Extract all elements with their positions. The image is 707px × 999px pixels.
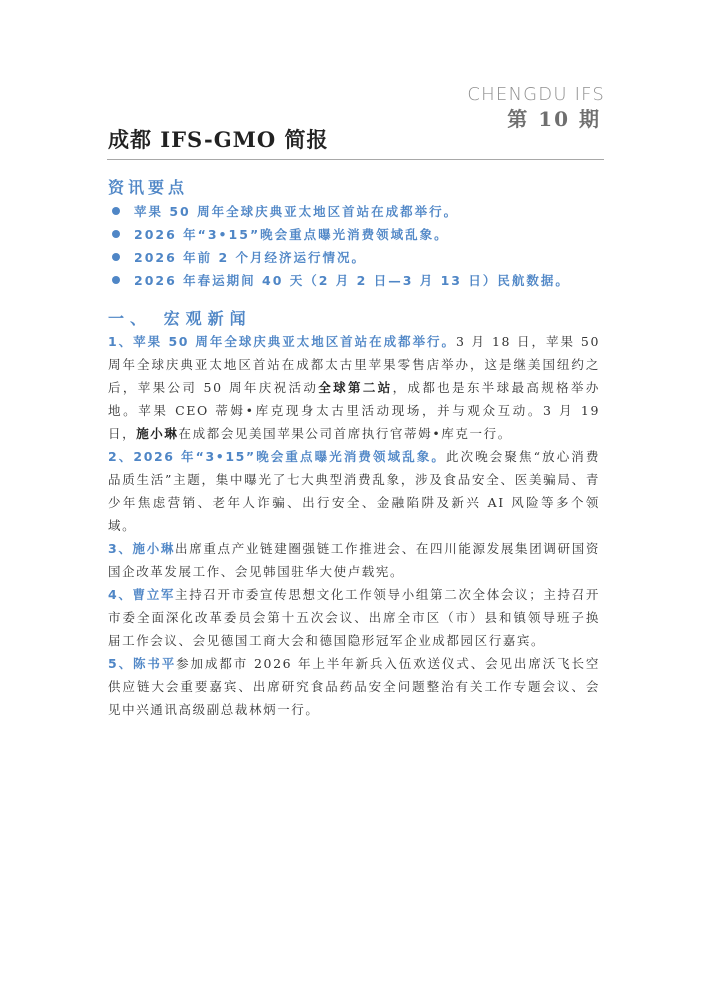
emphasis: 施小琳 [136, 426, 179, 441]
highlight-item: 苹果 50 周年全球庆典亚太地区首站在成都举行。 [112, 199, 570, 222]
news-item: 4、曹立军主持召开市委宣传思想文化工作领导小组第二次全体会议；主持召开市委全面深化改革委员会第十五次会议、出席全市区（市）县和镇领导班子换届工作会议、会见德国工商大会和德国隐形冠军企业成都园区行嘉宾。 [108, 587, 600, 648]
highlights-list [112, 199, 570, 291]
brand-label: CHENGDU IFS [467, 84, 605, 105]
news-item-head: 3、施小琳 [108, 541, 176, 556]
bullet-icon [112, 207, 120, 215]
highlight-item: 2026 年春运期间 40 天（2 月 2 日—3 月 13 日）民航数据。 [112, 268, 570, 291]
news-item: 3、施小琳出席重点产业链建圈强链工作推进会、在四川能源发展集团调研国资国企改革发展工作、会见韩国驻华大使卢载宪。 [108, 541, 600, 579]
news-body [108, 330, 600, 721]
news-item-head: 5、陈书平 [108, 656, 177, 671]
emphasis: 全球第二站 [318, 380, 393, 395]
page-title: 成都 IFS-GMO 简报 [108, 127, 329, 152]
bullet-icon [112, 276, 120, 284]
bullet-icon [112, 253, 120, 261]
highlights-heading: 资讯要点 [108, 178, 189, 197]
news-item-head: 4、曹立军 [108, 587, 176, 602]
issue-number: 第 10 期 [507, 107, 601, 131]
news-item-head: 2、2026 年“3•15”晚会重点曝光消费领域乱象。 [108, 449, 447, 464]
highlight-item: 2026 年“3•15”晚会重点曝光消费领域乱象。 [112, 222, 570, 245]
news-item: 1、苹果 50 周年全球庆典亚太地区首站在成都举行。3 月 18 日，苹果 50 周年全球庆典亚太地区首站在成都太古里苹果零售店举办，这是继美国纽约之后，苹果公司 50 周年庆祝活动全球第二站，成都也是东半球最高规格举办地。苹果 CEO 蒂姆•库克现身太古里活动现场，并与观众互动。3 月 19 日，施小琳在成都会见美国苹果公司首席执行官蒂姆•库克一行。 [108, 334, 600, 441]
news-item-head: 1、苹果 50 周年全球庆典亚太地区首站在成都举行。 [108, 334, 457, 349]
highlight-item: 2026 年前 2 个月经济运行情况。 [112, 245, 570, 268]
news-item: 5、陈书平参加成都市 2026 年上半年新兵入伍欢送仪式、会见出席沃飞长空供应链大会重要嘉宾、出席研究食品药品安全问题整治有关工作专题会议、会见中兴通讯高级副总裁林炳一行。 [108, 656, 600, 717]
news-item: 2、2026 年“3•15”晚会重点曝光消费领域乱象。此次晚会聚焦“放心消费 品质生活”主题，集中曝光了七大典型消费乱象，涉及食品安全、医美骗局、青少年焦虑营销、老年人诈骗、出行安全、金融陷阱及新兴 AI 风险等多个领域。 [108, 449, 600, 533]
bullet-icon [112, 230, 120, 238]
header-divider [107, 159, 604, 160]
section-heading-macro-news: 一、 宏观新闻 [108, 309, 252, 328]
